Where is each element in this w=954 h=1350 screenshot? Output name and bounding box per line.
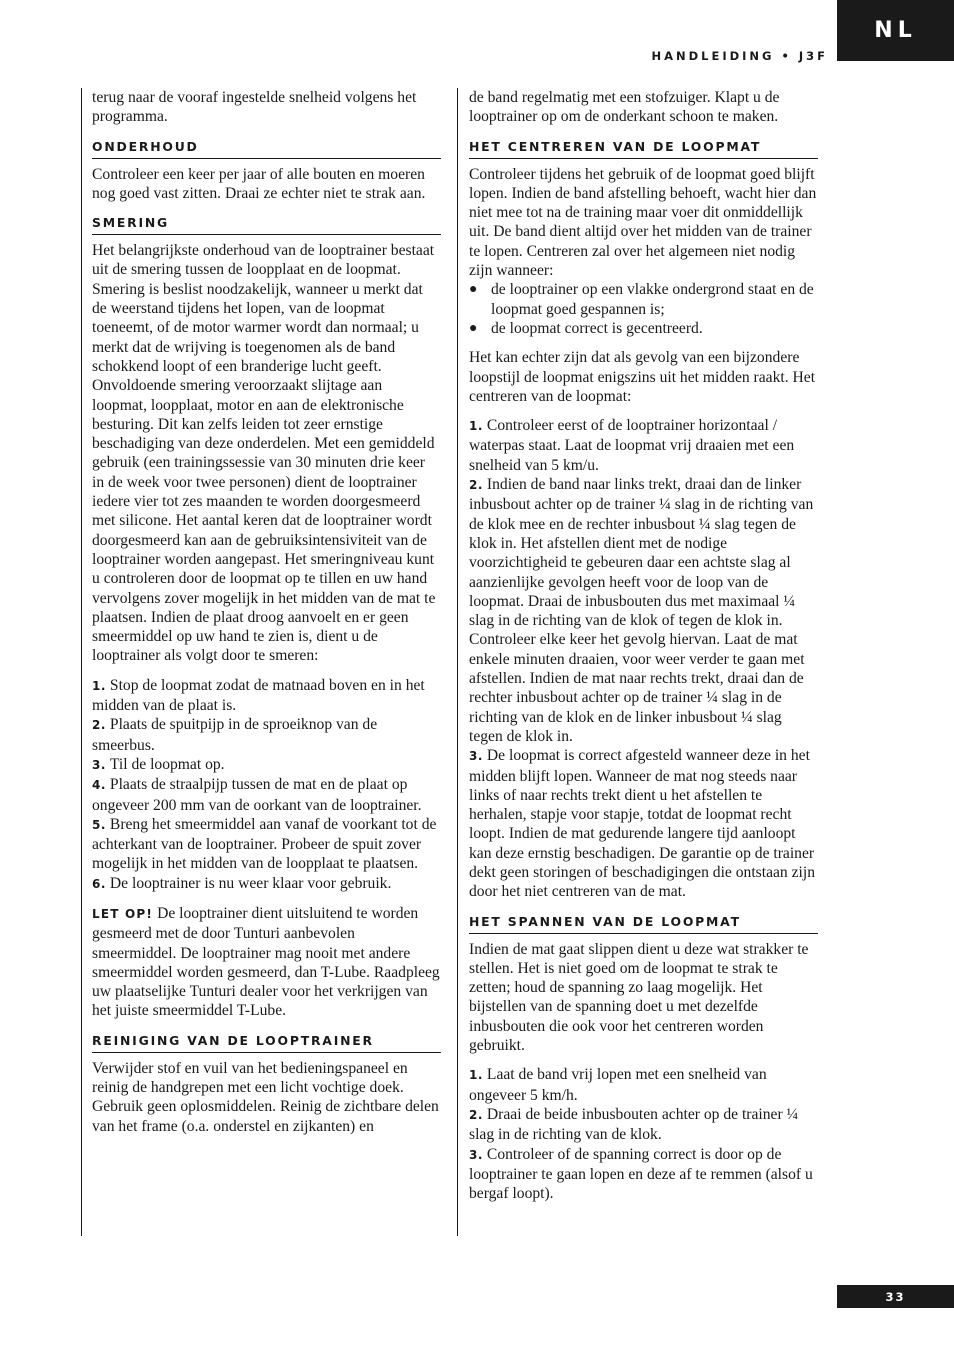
language-tab bbox=[837, 0, 954, 61]
running-header: HANDLEIDING • J3F bbox=[651, 49, 828, 63]
list-item bbox=[469, 1065, 818, 1105]
section-heading-reiniging: REINIGING VAN DE LOOPTRAINER bbox=[92, 1033, 441, 1053]
list-item bbox=[469, 1105, 818, 1145]
step-number: 3. bbox=[92, 757, 106, 772]
step-number: 3. bbox=[469, 749, 483, 764]
step-number: 1. bbox=[92, 678, 106, 693]
smering-steps bbox=[92, 676, 441, 894]
bullet-icon: ● bbox=[469, 282, 478, 298]
step-text: Draai de beide inbusbouten achter op de trainer ¼ slag in de richting van de klok. bbox=[469, 1105, 799, 1144]
warning-text: De looptrainer dient uitsluitend te worden gesmeerd met de door Tunturi aanbevolen smeermiddel. De looptrainer mag nooit met andere smeermiddel worden gesmeerd, dan T-Lube. Raadpleeg uw plaatselijke Tunturi dealer voor het verkrijgen van het juiste smeermiddel T-Lube. bbox=[92, 904, 440, 1020]
spannen-body: Indien de mat gaat slippen dient u deze wat strakker te stellen. Het is niet goed om de loopmat te strak te zetten; houd de spanning zo laag mogelijk. Het bijstellen van de spanning doet u met dezelfde inbusbouten die ook voor het centreren worden gebruikt. bbox=[469, 940, 809, 1055]
warning-note bbox=[92, 904, 441, 1021]
list-item bbox=[469, 416, 818, 475]
step-text: Plaats de spuitpijp in de sproeiknop van de smeerbus. bbox=[92, 716, 378, 754]
step-text: Indien de band naar links trekt, draai dan de linker inbusbout achter op de trainer ¼ slag in de richting van de klok mee en de rechter inbusbout ¼ slag tegen de klok in. Het afstellen dient met de nodige voorzichtigheid te gebeuren daar een achtste slag al aanzienlijke gevolgen heeft voor de loop van de loopmat. Draai de inbusbouten dus met maximaal ¼ slag in de richting van de klok of tegen de klok in. Controleer elke keer het gevolg hiervan. Laat de mat enkele minuten draaien, voor weer verder te gaan met afstellen. Indien de mat naar rechts trekt, draai dan de rechter inbusbout achter op de trainer ¼ slag in de richting van de klok en de linker inbusbout ¼ slag tegen de klok in. bbox=[469, 476, 814, 745]
list-item bbox=[92, 775, 441, 815]
list-item bbox=[92, 815, 441, 874]
step-text: Controleer of de spanning correct is door op de looptrainer te gaan lopen en deze af te remmen (alsof u bergaf loopt). bbox=[469, 1145, 813, 1203]
step-number: 1. bbox=[469, 1068, 483, 1083]
warning-tag: LET OP! bbox=[92, 906, 154, 921]
centreren-steps bbox=[469, 416, 818, 901]
step-text: Plaats de straalpijp tussen de mat en de plaat op ongeveer 200 mm van de oorkant van de looptrainer. bbox=[92, 776, 422, 814]
section-heading-onderhoud: ONDERHOUD bbox=[92, 139, 441, 159]
reiniging-body: Verwijder stof en vuil van het bedieningspaneel en reinig de handgrepen met een licht vochtige doek. Gebruik geen oplosmiddelen. Reinig de zichtbare delen van het frame (o.a. onderstel en zijkanten) en bbox=[92, 1059, 439, 1135]
section-heading-centreren: HET CENTREREN VAN DE LOOPMAT bbox=[469, 139, 818, 159]
section-heading-smering: SMERING bbox=[92, 215, 441, 235]
bullet-icon: ● bbox=[469, 320, 478, 336]
list-item bbox=[92, 874, 441, 894]
centreren-intro: Controleer tijdens het gebruik of de loopmat goed blijft lopen. Indien de band afstelling behoeft, wacht hier dan niet mee tot na de training maar voer dit onmiddellijk uit. De band dient altijd over het midden van de trainer te lopen. Centreren zal over het algemeen niet nodig zijn wanneer: bbox=[469, 165, 817, 280]
step-text: Laat de band vrij lopen met een snelheid van ongeveer 5 km/h. bbox=[469, 1066, 767, 1104]
bullet-text: de loopmat correct is gecentreerd. bbox=[491, 319, 703, 337]
onderhoud-body: Controleer een keer per jaar of alle bouten en moeren nog goed vast zitten. Draai ze echter niet te strak aan. bbox=[92, 165, 426, 202]
step-text: Til de loopmat op. bbox=[109, 755, 225, 773]
step-number: 5. bbox=[92, 817, 106, 832]
list-item bbox=[469, 475, 818, 746]
continued-paragraph: terug naar de vooraf ingestelde snelheid volgens het programma. bbox=[92, 89, 417, 126]
step-text: De loopmat is correct afgesteld wanneer deze in het midden blijft lopen. Wanneer de mat nog steeds naar links of naar rechts trekt dient u het afstellen te herhalen, stapje voor stapje, totdat de loopmat recht loopt. Indien de mat gedurende langere tijd aanloopt kan deze ernstig beschadigen. De garantie op de trainer dekt geen storingen of beschadigingen die ontstaan zijn door het niet centreren van de mat. bbox=[469, 747, 815, 901]
smering-body: Het belangrijkste onderhoud van de looptrainer bestaat uit de smering tussen de loopplaat en de loopmat. Smering is beslist noodzakelijk, wanneer u merkt dat de weerstand tijdens het lopen, van de loopmat toeneemt, of de motor warmer wordt dan normaal; u merkt dat de wrijving is toegenomen als de band schokkend loopt of een branderige lucht geeft. Onvoldoende smering veroorzaakt slijtage aan loopmat, loopplaat, motor en aan de elektronische besturing. Dit kan zelfs leiden tot zeer ernstige beschadiging van deze onderdelen. Met een gemiddeld gebruik (een trainingssessie van 30 minuten drie keer in de week voor twee personen) dient de looptrainer iedere vier tot zes maanden te worden doorgesmeerd met silicone. Het aantal keren dat de looptrainer wordt doorgesmeerd kan aan de gebruiksintensiviteit van de looptrainer worden aangepast. Het smeringniveau kunt u controleren door de loopmat op te tillen en uw hand vervolgens zover mogelijk in het midden van de mat te plaatsen. Indien de plaat droog aanvoelt en er geen smeermiddel op uw hand te zien is, dient u de looptrainer als volgt door te smeren: bbox=[92, 242, 436, 665]
page-number: 33 bbox=[837, 1285, 954, 1308]
step-number: 3. bbox=[469, 1147, 483, 1162]
list-item bbox=[469, 319, 818, 338]
language-code: NL bbox=[874, 18, 917, 43]
list-item bbox=[92, 715, 441, 755]
step-number: 1. bbox=[469, 419, 483, 434]
step-text: De looptrainer is nu weer klaar voor gebruik. bbox=[109, 874, 392, 892]
step-number: 2. bbox=[92, 718, 106, 733]
list-item bbox=[92, 755, 441, 775]
bullet-text: de looptrainer op een vlakke ondergrond staat en de loopmat goed gespannen is; bbox=[491, 281, 814, 318]
right-column bbox=[457, 88, 818, 1236]
spannen-steps bbox=[469, 1065, 818, 1203]
step-number: 2. bbox=[469, 1107, 483, 1122]
section-heading-spannen: HET SPANNEN VAN DE LOOPMAT bbox=[469, 914, 818, 934]
step-text: Stop de loopmat zodat de matnaad boven en in het midden van de plaat is. bbox=[92, 676, 425, 715]
list-item bbox=[469, 746, 818, 901]
list-item bbox=[469, 1145, 818, 1204]
continued-paragraph: de band regelmatig met een stofzuiger. Klapt u de looptrainer op om de onderkant schoon te maken. bbox=[469, 89, 780, 126]
centreren-body: Het kan echter zijn dat als gevolg van een bijzondere loopstijl de loopmat enigszins uit het midden raakt. Het centreren van de loopmat: bbox=[469, 349, 816, 405]
step-number: 4. bbox=[92, 778, 106, 793]
step-text: Controleer eerst of de looptrainer horizontaal / waterpas staat. Laat de loopmat vrij draaien met een snelheid van 5 km/u. bbox=[469, 417, 795, 474]
list-item bbox=[92, 676, 441, 716]
list-item bbox=[469, 280, 818, 319]
left-column bbox=[81, 88, 441, 1236]
step-text: Breng het smeermiddel aan vanaf de voorkant tot de achterkant van de looptrainer. Probeer de spuit zover mogelijk in het midden van de loopplaat te plaatsen. bbox=[92, 815, 437, 873]
step-number: 6. bbox=[92, 876, 106, 891]
step-number: 2. bbox=[469, 478, 483, 493]
